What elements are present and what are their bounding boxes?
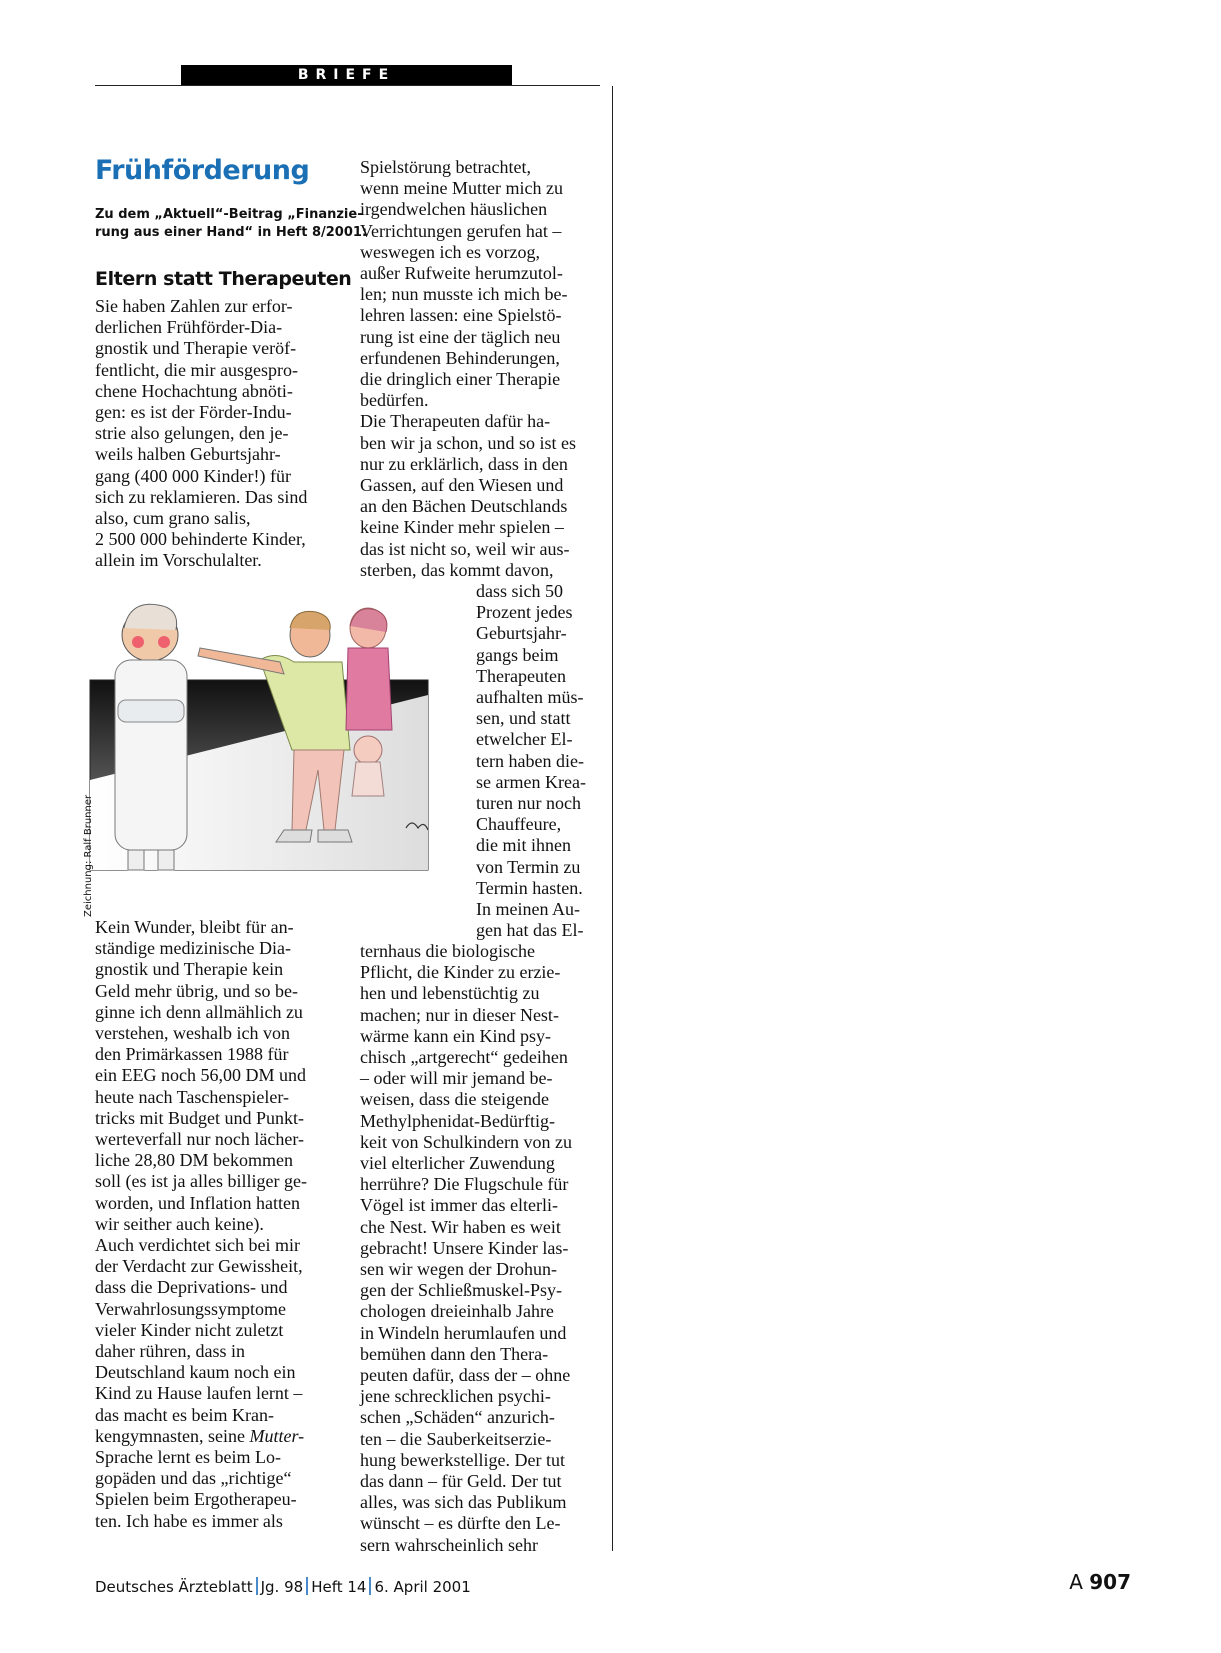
text-line: Chauffeure,: [476, 814, 562, 835]
text-line: gen der Schließmuskel-Psy-: [360, 1280, 562, 1301]
text-line: also, cum grano salis,: [95, 508, 251, 529]
text-line: etwelcher El-: [476, 729, 573, 750]
text-line: viel elterlicher Zuwendung: [360, 1153, 555, 1174]
text-line: ginne ich denn allmählich zu: [95, 1001, 303, 1022]
text-line: Gassen, auf den Wiesen und: [360, 475, 564, 496]
text-line: Therapeuten: [476, 665, 566, 686]
text-line: keit von Schulkindern von zu: [360, 1131, 572, 1152]
journal-name: Deutsches Ärzteblatt: [95, 1578, 253, 1596]
section-label: BRIEFE: [181, 65, 512, 85]
doctor-figure: [115, 604, 187, 870]
text-line: Termin hasten.: [476, 877, 583, 898]
text-line: schen „Schäden“ anzurich-: [360, 1407, 555, 1428]
text-line: ständige medizinische Dia-: [95, 938, 291, 959]
text-line: 2 500 000 behinderte Kinder,: [95, 529, 306, 550]
text-line: ternhaus die biologische: [360, 941, 535, 961]
text-line: sich zu reklamieren. Das sind: [95, 486, 308, 507]
letter-title: Eltern statt Therapeuten: [95, 268, 352, 290]
text-line: an den Bächen Deutschlands: [360, 496, 568, 517]
text-line: Verwahrlosungssymptome: [95, 1298, 286, 1319]
text-line: Auch verdichtet sich bei mir: [95, 1235, 300, 1256]
text-line: wir seither auch keine).: [95, 1213, 264, 1234]
text-line: die mit ihnen: [476, 835, 571, 856]
text-line: Spielen beim Ergotherapeu-: [95, 1489, 297, 1510]
journal-volume: Jg. 98: [260, 1578, 304, 1596]
text-line: das dann – für Geld. Der tut: [360, 1471, 562, 1492]
text-line: weswegen ich es vorzog,: [360, 241, 540, 262]
text-line: verstehen, weshalb ich von: [95, 1023, 290, 1044]
text-line: strie also gelungen, den je-: [95, 423, 289, 444]
text-line: keine Kinder mehr spielen –: [360, 517, 564, 538]
text-line: Spielstörung betrachtet,: [360, 157, 531, 177]
footer-separator: [369, 1577, 371, 1595]
text-line: ein EEG noch 56,00 DM und: [95, 1065, 306, 1086]
reference-line: Zu dem „Aktuell“-Beitrag „Finanzie-: [95, 207, 363, 222]
text-line: alles, was sich das Publikum: [360, 1492, 567, 1513]
text-line: von Termin zu: [476, 856, 581, 877]
text-line: Methylphenidat-Bedürftig-: [360, 1110, 555, 1131]
text-line: ben wir ja schon, und so ist es: [360, 432, 576, 453]
text-line: gen hat das El-: [476, 920, 584, 941]
text-line: soll (es ist ja alles billiger ge-: [95, 1171, 307, 1192]
text-line: dass die Deprivations- und: [95, 1277, 288, 1298]
text-line: lehren lassen: eine Spielstö-: [360, 305, 562, 326]
reference-line: rung aus einer Hand“ in Heft 8/2001:: [95, 225, 368, 240]
page-number: [1069, 1570, 1131, 1594]
text-line: hen und lebenstüchtig zu: [360, 983, 540, 1004]
text-line: Geld mehr übrig, und so be-: [95, 980, 298, 1001]
text-line: tricks mit Budget und Punkt-: [95, 1107, 304, 1128]
issue-date: 6. April 2001: [374, 1578, 471, 1596]
text-line: aufhalten müs-: [476, 687, 584, 708]
column2-narrow-text: [476, 581, 586, 941]
text-line: gang (400 000 Kinder!) für: [95, 465, 291, 486]
page-footer: [95, 1577, 471, 1596]
text-line: nur zu erklärlich, dass in den: [360, 453, 568, 474]
footer-separator: [306, 1577, 308, 1595]
text-line: peuten dafür, dass der – ohne: [360, 1365, 571, 1386]
text-line: die dringlich einer Therapie: [360, 369, 561, 390]
text-line: gebracht! Unsere Kinder las-: [360, 1237, 569, 1258]
text-line: Kein Wunder, bleibt für an-: [95, 917, 294, 937]
text-line: fentlicht, die mir ausgespro-: [95, 359, 298, 380]
text-line: außer Rufweite herumzutol-: [360, 263, 563, 284]
text-line: Geburtsjahr-: [476, 623, 567, 644]
text-line: chene Hochachtung abnöti-: [95, 380, 293, 401]
text-line: sen wir wegen der Drohun-: [360, 1259, 557, 1280]
text-line: in Windeln herumlaufen und: [360, 1322, 567, 1343]
text-line: gangs beim: [476, 644, 559, 665]
text-line: wenn meine Mutter mich zu: [360, 178, 563, 199]
text-line: irgendwelchen häuslichen: [360, 199, 548, 220]
text-line: werteverfall nur noch lächer-: [95, 1129, 305, 1150]
text-line: sen, und statt: [476, 708, 571, 729]
column1-bottom-text: [95, 917, 307, 1532]
column-rule: [612, 86, 613, 1551]
text-line: worden, und Inflation hatten: [95, 1192, 300, 1213]
text-line: ten. Ich habe es immer als: [95, 1510, 283, 1531]
illustration-credit: Zeichnung: Ralf Brunner: [83, 794, 94, 917]
mother-figure: [346, 608, 392, 730]
text-line: Sie haben Zahlen zur erfor-: [95, 296, 293, 316]
text-line: wärme kann ein Kind psy-: [360, 1025, 551, 1046]
text-line: Vögel ist immer das elterli-: [360, 1195, 558, 1216]
footer-separator: [256, 1577, 258, 1595]
text-line: gnostik und Therapie veröf-: [95, 338, 297, 359]
text-line: – oder will mir jemand be-: [360, 1068, 553, 1089]
text-line: machen; nur in dieser Nest-: [360, 1004, 559, 1025]
text-line: Deutschland kaum noch ein: [95, 1362, 296, 1383]
text-line: gopäden und das „richtige“: [95, 1468, 292, 1489]
text-line: tern haben die-: [476, 750, 584, 771]
text-line: den Primärkassen 1988 für: [95, 1044, 289, 1065]
text-line: chisch „artgerecht“ gedeihen: [360, 1047, 568, 1068]
text-line: gen: es ist der Förder-Indu-: [95, 402, 292, 423]
text-line: daher rühren, dass in: [95, 1341, 245, 1362]
article-reference: [95, 206, 368, 242]
text-line: che Nest. Wir haben es weit: [360, 1216, 561, 1237]
text-line: das ist nicht so, weil wir aus-: [360, 538, 570, 559]
text-line: allein im Vorschulalter.: [95, 550, 262, 571]
text-line: der Verdacht zur Gewissheit,: [95, 1256, 303, 1277]
page-number-value: 907: [1089, 1570, 1131, 1594]
text-line: len; nun musste ich mich be-: [360, 284, 568, 305]
text-line: sterben, das kommt davon,: [360, 559, 554, 580]
text-line: sern wahrscheinlich sehr: [360, 1534, 538, 1555]
journal-issue: Heft 14: [311, 1578, 367, 1596]
text-line: In meinen Au-: [476, 899, 580, 920]
text-line: wünscht – es dürfte den Le-: [360, 1513, 561, 1534]
text-line: Verrichtungen gerufen hat –: [360, 220, 562, 241]
column1-top-text: [95, 296, 307, 572]
text-line: ten – die Sauberkeitserzie-: [360, 1428, 552, 1449]
page-prefix: A: [1069, 1570, 1083, 1594]
text-line: chologen dreieinhalb Jahre: [360, 1301, 554, 1322]
text-line: das macht es beim Kran-: [95, 1404, 274, 1425]
text-line: Sprache lernt es beim Lo-: [95, 1447, 281, 1468]
text-line: heute nach Taschenspieler-: [95, 1086, 289, 1107]
text-line: weisen, dass die steigende: [360, 1089, 549, 1110]
text-line: gnostik und Therapie kein: [95, 959, 284, 980]
text-line: erfundenen Behinderungen,: [360, 347, 560, 368]
text-line: bemühen dann den Thera-: [360, 1343, 549, 1364]
text-line: Prozent jedes: [476, 602, 573, 623]
text-line: hung bewerkstellige. Der tut: [360, 1449, 565, 1470]
text-line: Pflicht, die Kinder zu erzie-: [360, 962, 561, 983]
text-line: derlichen Frühförder-Dia-: [95, 317, 283, 338]
text-line: weils halben Geburtsjahr-: [95, 444, 281, 465]
text-line: bedürfen.: [360, 390, 429, 411]
column2-top-text: [360, 157, 576, 581]
article-headline: Frühförderung: [95, 155, 310, 186]
cartoon-illustration: [80, 600, 450, 920]
top-rule: [95, 85, 600, 86]
text-line: rung ist eine der täglich neu: [360, 326, 561, 347]
text-line: vieler Kinder nicht zuletzt: [95, 1319, 284, 1340]
text-line: herrühre? Die Flugschule für: [360, 1174, 569, 1195]
text-line: Die Therapeuten dafür ha-: [360, 411, 551, 432]
text-line: kengymnasten, seine Mutter-: [95, 1425, 305, 1446]
column2-bottom-text: [360, 941, 572, 1556]
text-line: Kind zu Hause laufen lernt –: [95, 1383, 303, 1404]
text-line: se armen Krea-: [476, 771, 586, 792]
text-line: dass sich 50: [476, 581, 563, 601]
child-figure: [352, 736, 384, 796]
text-line: jene schrecklichen psychi-: [360, 1386, 551, 1407]
text-line: turen nur noch: [476, 793, 581, 814]
text-line: liche 28,80 DM bekommen: [95, 1150, 293, 1171]
